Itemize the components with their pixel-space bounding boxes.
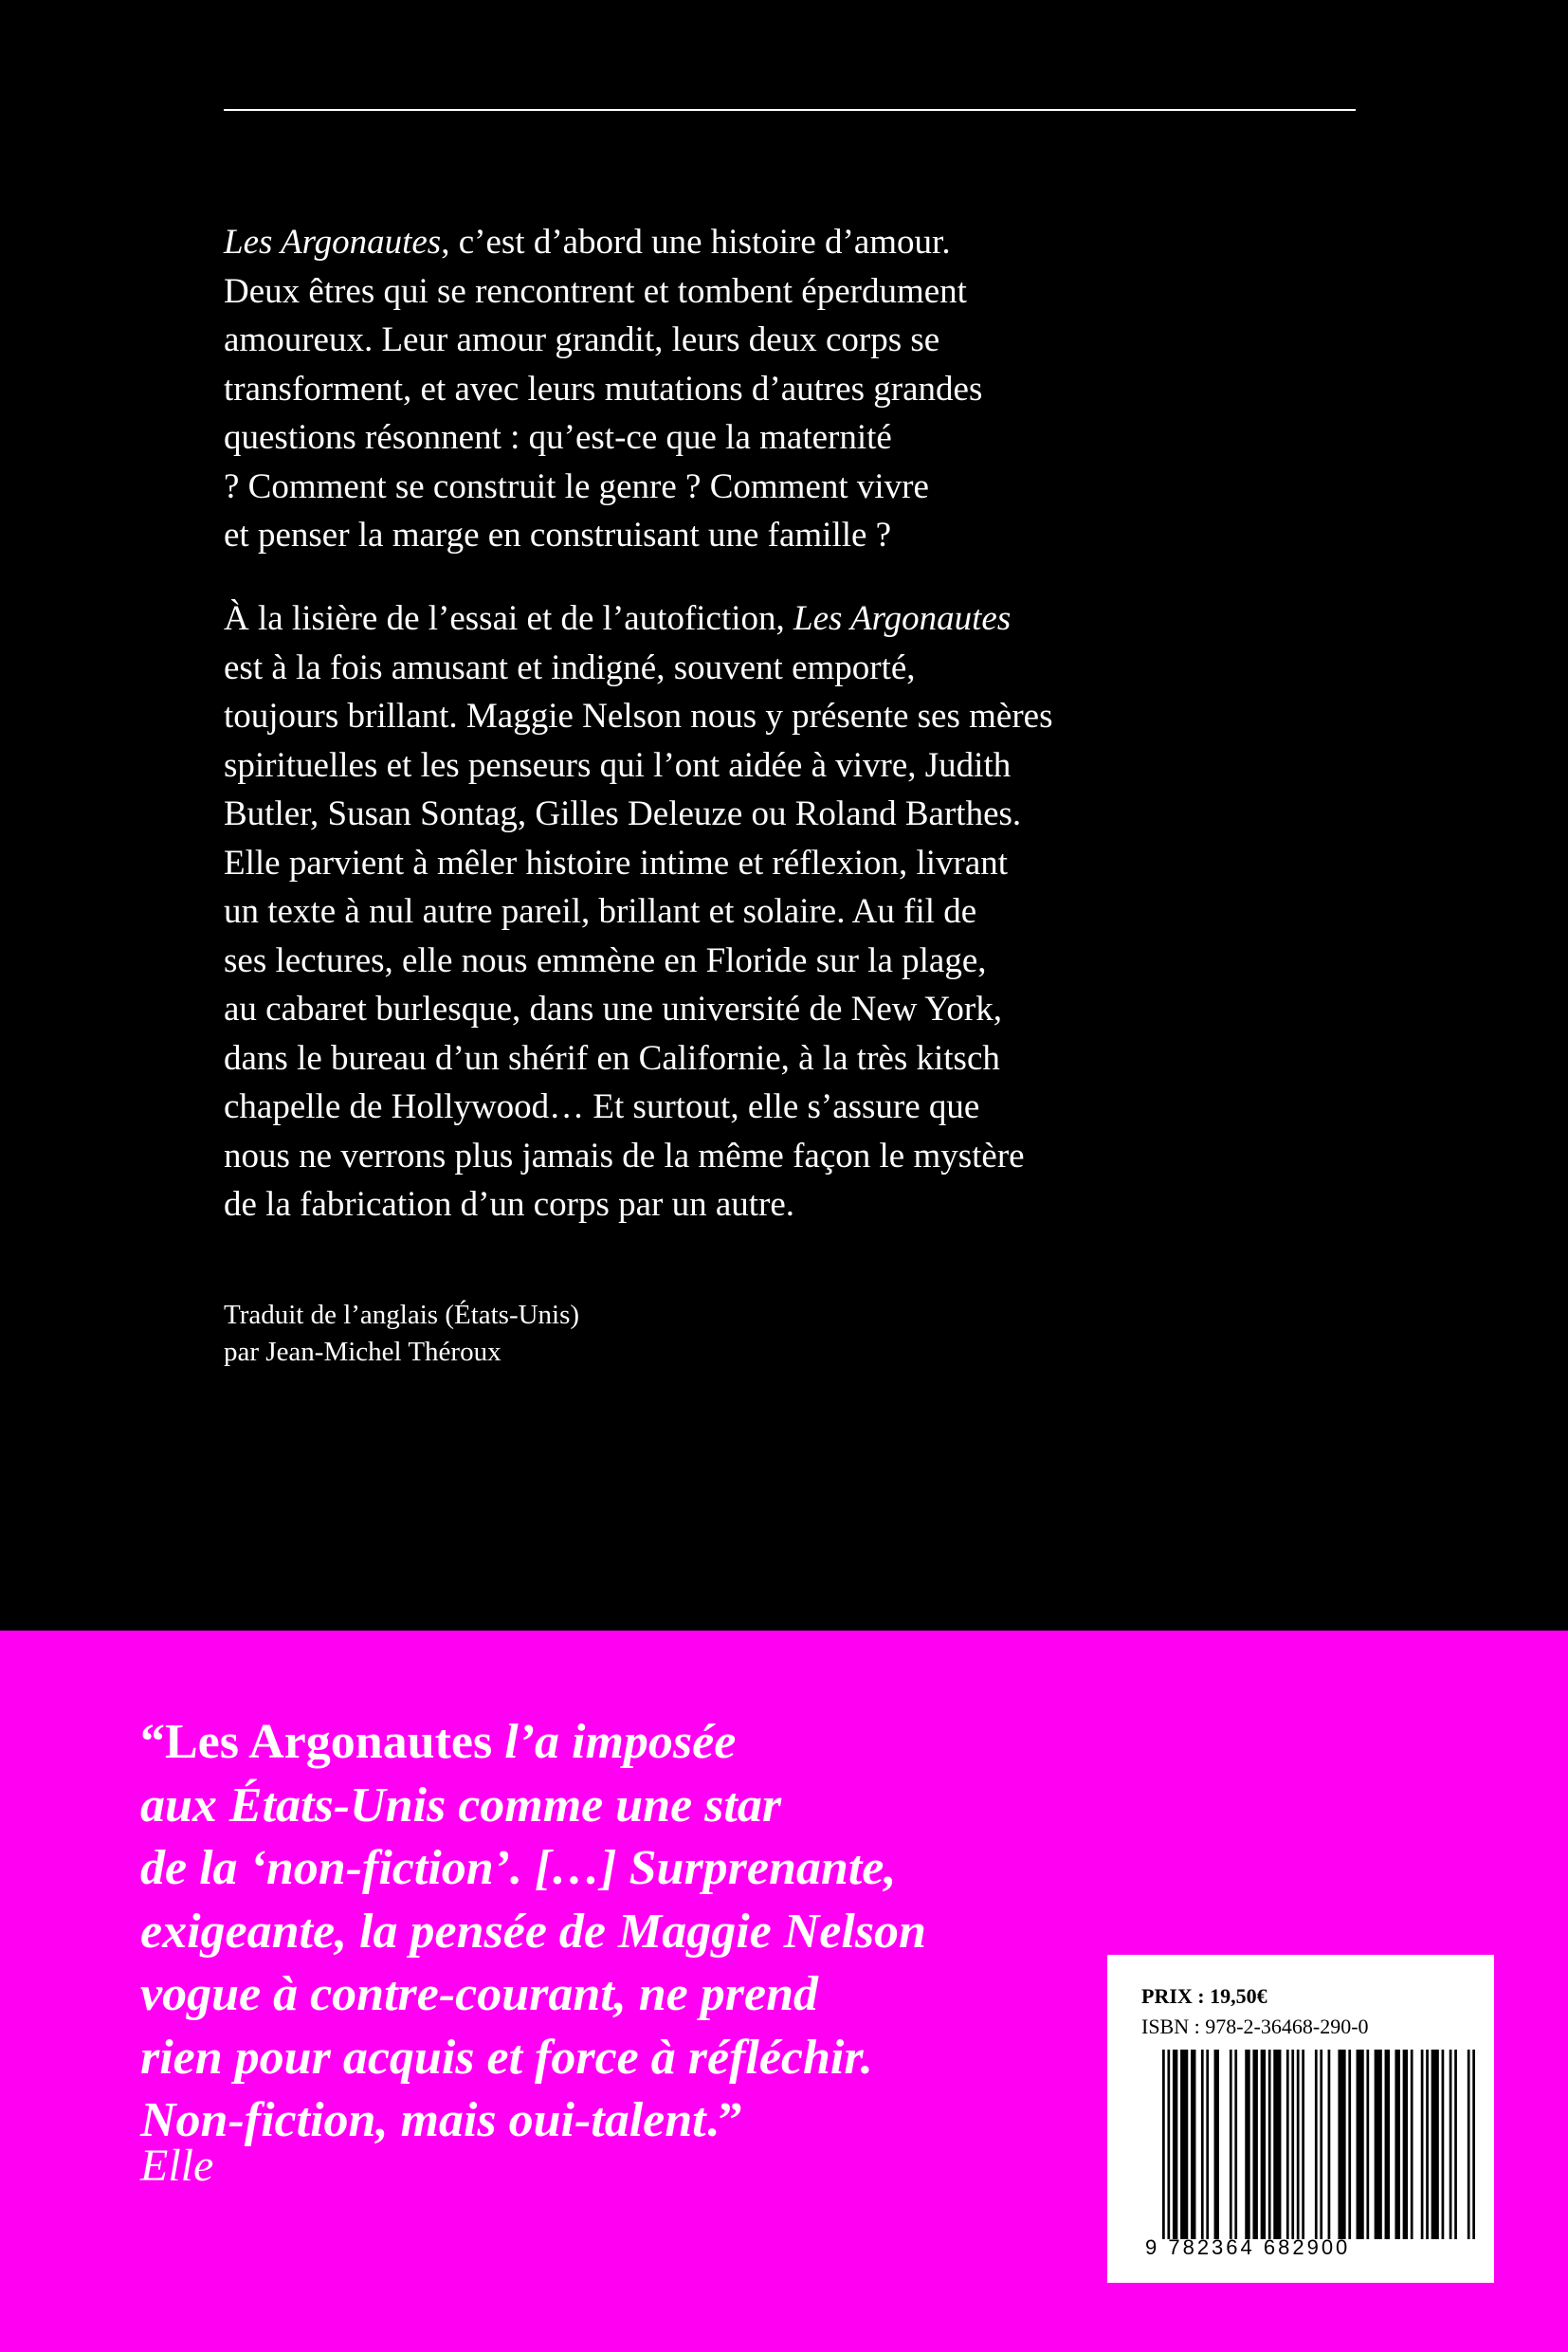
quote-line: “Les Argonautes l’a imposée bbox=[140, 1715, 737, 1769]
barcode-bar bbox=[1291, 2050, 1294, 2239]
blurb-line: questions résonnent : qu’est-ce que la maternité bbox=[224, 418, 892, 457]
blurb-line: ? Comment se construit le genre ? Comment vivre bbox=[224, 466, 929, 506]
isbn-barcode bbox=[1162, 2050, 1475, 2239]
blurb-line: et penser la marge en construisant une famille ? bbox=[224, 516, 892, 555]
barcode-bar bbox=[1201, 2050, 1204, 2239]
barcode-bar bbox=[1162, 2050, 1165, 2239]
barcode-bar bbox=[1395, 2050, 1399, 2239]
blurb-line: nous ne verrons plus jamais de la même façon le mystère bbox=[224, 1136, 1025, 1176]
barcode-bar bbox=[1245, 2050, 1249, 2239]
barcode-bar bbox=[1167, 2050, 1170, 2239]
barcode-bar bbox=[1449, 2050, 1452, 2239]
translator-line-1: Traduit de l’anglais (États-Unis) bbox=[224, 1300, 580, 1330]
price-label: PRIX : 19,50€ bbox=[1141, 1984, 1267, 2008]
barcode-bar bbox=[1252, 2050, 1257, 2239]
barcode-panel bbox=[1107, 1955, 1494, 2283]
barcode-bar bbox=[1261, 2050, 1266, 2239]
isbn-label: ISBN : 978-2-36468-290-0 bbox=[1141, 2015, 1369, 2038]
blurb-line: Deux êtres qui se rencontrent et tombent éperdument bbox=[224, 271, 967, 311]
blurb-line: chapelle de Hollywood… Et surtout, elle s’assure que bbox=[224, 1087, 980, 1126]
barcode-bar bbox=[1385, 2050, 1390, 2239]
blurb-paragraph-2 bbox=[224, 594, 1361, 1230]
barcode-bar bbox=[1191, 2050, 1195, 2239]
blurb-line: À la lisière de l’essai et de l’autofiction, Les Argonautes bbox=[224, 599, 1012, 638]
barcode-bar bbox=[1273, 2050, 1281, 2239]
quote-line: aux États-Unis comme une star bbox=[140, 1778, 782, 1832]
back-cover-pink-panel bbox=[0, 1631, 1568, 2352]
barcode-bar bbox=[1454, 2050, 1457, 2239]
blurb-line: Butler, Susan Sontag, Gilles Deleuze ou Roland Barthes. bbox=[224, 794, 1022, 833]
blurb-paragraph-1 bbox=[224, 218, 1361, 560]
blurb-line: est à la fois amusant et indigné, souvent emporté, bbox=[224, 647, 916, 687]
barcode-bar bbox=[1426, 2050, 1429, 2239]
barcode-bar bbox=[1421, 2050, 1424, 2239]
translator-credit bbox=[224, 1297, 579, 1371]
blurb-line: transforment, et avec leurs mutations d’autres grandes bbox=[224, 369, 983, 409]
blurb-line: Elle parvient à mêler histoire intime et réflexion, livrant bbox=[224, 843, 1009, 883]
barcode-bar bbox=[1297, 2050, 1300, 2239]
barcode-bar bbox=[1442, 2050, 1445, 2239]
translator-line-2: par Jean-Michel Théroux bbox=[224, 1337, 501, 1367]
blurb-line: Les Argonautes, c’est d’abord une histoire d’amour. bbox=[224, 223, 951, 262]
quote-line: exigeante, la pensée de Maggie Nelson bbox=[140, 1904, 926, 1959]
blurb-line: un texte à nul autre pareil, brillant et solaire. Au fil de bbox=[224, 892, 977, 931]
barcode-bar bbox=[1286, 2050, 1289, 2239]
quote-line: rien pour acquis et force à réfléchir. bbox=[140, 2030, 873, 2085]
quote-line: de la ‘non-fiction’. […] Surprenante, bbox=[140, 1841, 897, 1895]
barcode-bar bbox=[1173, 2050, 1177, 2239]
barcode-bar bbox=[1366, 2050, 1369, 2239]
blurb-line: spirituelles et les penseurs qui l’ont aidée à vivre, Judith bbox=[224, 745, 1012, 785]
blurb-line: amoureux. Leur amour grandit, leurs deux corps se bbox=[224, 320, 940, 359]
barcode-bar bbox=[1375, 2050, 1382, 2239]
barcode-bar bbox=[1234, 2050, 1237, 2239]
barcode-bar bbox=[1320, 2050, 1322, 2239]
barcode-bar bbox=[1214, 2050, 1219, 2239]
barcode-bar bbox=[1357, 2050, 1364, 2239]
barcode-bar bbox=[1180, 2050, 1188, 2239]
barcode-bar bbox=[1338, 2050, 1345, 2239]
quote-line: Non-fiction, mais oui-talent.” bbox=[140, 2093, 743, 2147]
barcode-bar bbox=[1230, 2050, 1232, 2239]
barcode-bar bbox=[1411, 2050, 1413, 2239]
barcode-digits: 9 782364 682900 bbox=[1145, 2235, 1351, 2259]
barcode-bar bbox=[1206, 2050, 1209, 2239]
barcode-bar bbox=[1268, 2050, 1271, 2239]
blurb-line: ses lectures, elle nous emmène en Floride sur la plage, bbox=[224, 940, 987, 980]
barcode-bar bbox=[1472, 2050, 1475, 2239]
blurb-line: dans le bureau d’un shérif en Californie, à la très kitsch bbox=[224, 1038, 1000, 1078]
barcode-bar bbox=[1431, 2050, 1439, 2239]
quote-source: Elle bbox=[140, 2141, 214, 2191]
barcode-bar bbox=[1315, 2050, 1318, 2239]
blurb-line: au cabaret burlesque, dans une université de New York, bbox=[224, 990, 1002, 1029]
quote-line: vogue à contre-courant, ne prend bbox=[140, 1967, 818, 2021]
blurb-line: toujours brillant. Maggie Nelson nous y présente ses mères bbox=[224, 697, 1053, 736]
barcode-bar bbox=[1302, 2050, 1304, 2239]
barcode-bar bbox=[1468, 2050, 1470, 2239]
press-quote bbox=[140, 1711, 926, 2153]
barcode-bar bbox=[1328, 2050, 1331, 2239]
blurb-line: de la fabrication d’un corps par un autre. bbox=[224, 1185, 795, 1224]
top-rule-divider bbox=[224, 109, 1356, 111]
barcode-bar bbox=[1403, 2050, 1408, 2239]
barcode-bar bbox=[1348, 2050, 1351, 2239]
